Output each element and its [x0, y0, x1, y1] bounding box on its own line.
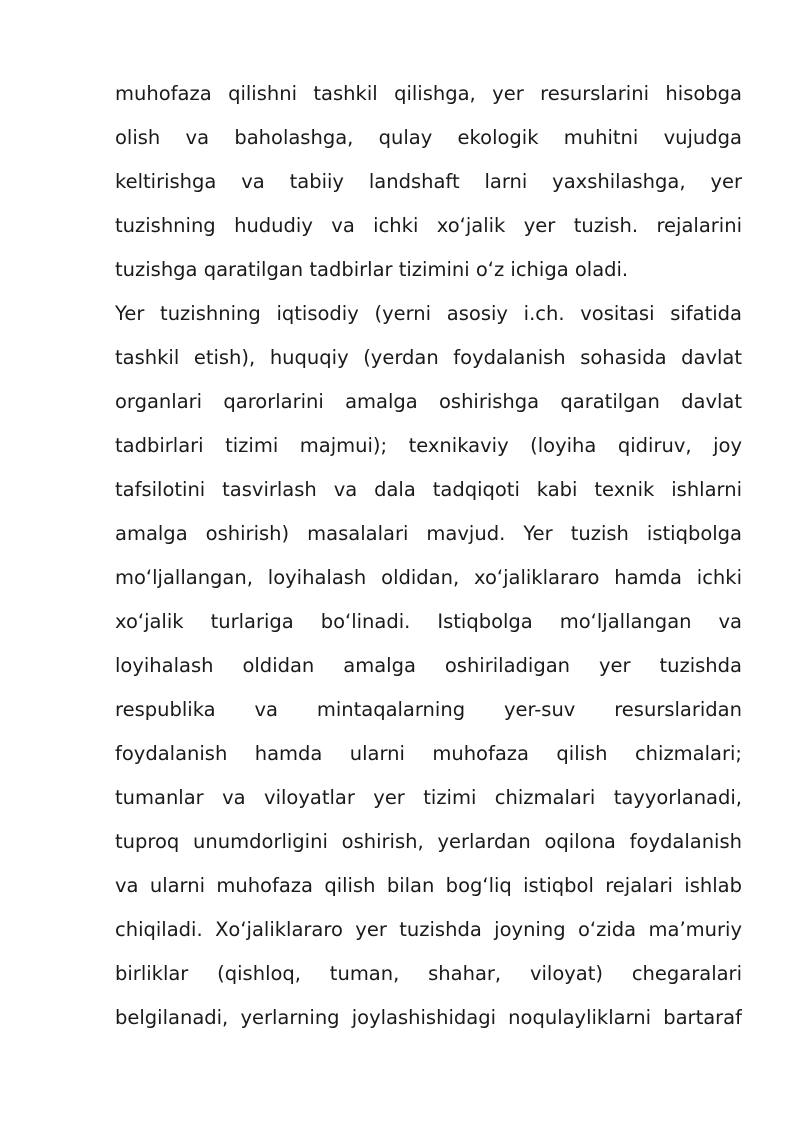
text-line: muhofaza qilishni tashkil qilishga, yer resurslarini hisobga — [115, 82, 742, 105]
text-line: loyihalash oldidan amalga oshiriladigan yer tuzishda — [115, 654, 742, 677]
text-line: olish va baholashga, qulay ekologik muhitni vujudga — [115, 126, 742, 149]
text-line: foydalanish hamda ularni muhofaza qilish chizmalari; — [115, 742, 742, 765]
text-line: tuzishning hududiy va ichki xo‘jalik yer tuzish. rejalarini — [115, 214, 742, 237]
text-line: chiqiladi. Xo‘jaliklararo yer tuzishda joyning o‘zida ma’muriy — [115, 918, 742, 941]
paragraph-end-line: tuzishga qaratilgan tadbirlar tizimini o‘z ichiga oladi. — [115, 258, 629, 281]
text-line: tafsilotini tasvirlash va dala tadqiqoti kabi texnik ishlarni — [115, 478, 742, 501]
text-line: va ularni muhofaza qilish bilan bog‘liq istiqbol rejalari ishlab — [115, 874, 742, 897]
text-line: tuproq unumdorligini oshirish, yerlardan oqilona foydalanish — [115, 830, 742, 853]
text-line: Yer tuzishning iqtisodiy (yerni asosiy i.ch. vositasi sifatida — [115, 302, 742, 325]
text-line: birliklar (qishloq, tuman, shahar, viloyat) chegaralari — [115, 962, 742, 985]
text-line: mo‘ljallangan, loyihalash oldidan, xo‘jaliklararo hamda ichki — [115, 566, 742, 589]
body-text — [115, 76, 742, 1044]
text-line: tadbirlari tizimi majmui); texnikaviy (loyiha qidiruv, joy — [115, 434, 742, 457]
text-line: belgilanadi, yerlarning joylashishidagi noqulayliklarni bartaraf — [115, 1006, 742, 1029]
text-line: amalga oshirish) masalalari mavjud. Yer tuzish istiqbolga — [115, 522, 742, 545]
text-line: respublika va mintaqalarning yer-suv resurslaridan — [115, 698, 742, 721]
text-line: xo‘jalik turlariga bo‘linadi. Istiqbolga mo‘ljallangan va — [115, 610, 742, 633]
text-line: keltirishga va tabiiy landshaft larni yaxshilashga, yer — [115, 170, 742, 193]
text-line: tumanlar va viloyatlar yer tizimi chizmalari tayyorlanadi, — [115, 786, 742, 809]
text-line: tashkil etish), huquqiy (yerdan foydalanish sohasida davlat — [115, 346, 742, 369]
text-line: organlari qarorlarini amalga oshirishga qaratilgan davlat — [115, 390, 742, 413]
